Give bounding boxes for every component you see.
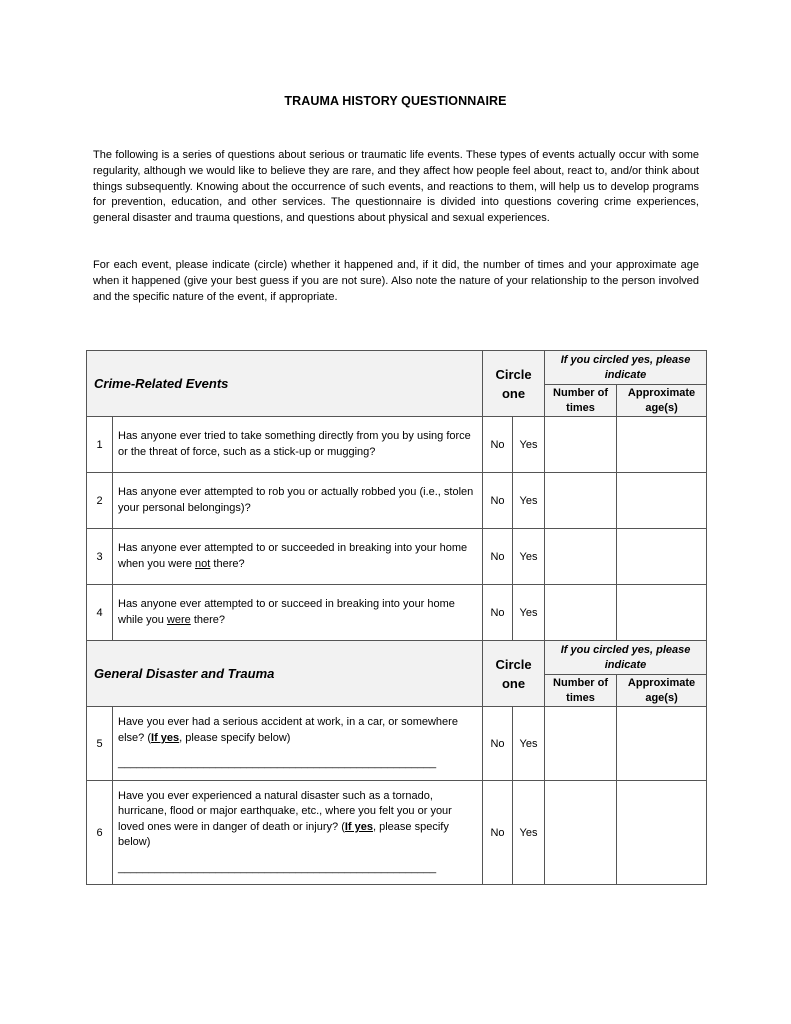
number-of-times-cell[interactable]: [545, 585, 617, 641]
section-header-row: [87, 351, 707, 385]
number-of-times-cell[interactable]: [545, 473, 617, 529]
question-text-part: Have you ever experienced a natural disaster such as a tornado, hurricane, flood or major earthquake, etc., where you felt you or your loved ones were in danger of death or injury? (: [118, 789, 452, 833]
number-of-times-header: Number of times: [545, 385, 617, 417]
section-title: General Disaster and Trauma: [87, 641, 483, 707]
if-yes-emphasis: If yes: [344, 820, 373, 833]
question-text: [113, 473, 483, 529]
approximate-age-cell[interactable]: [617, 529, 707, 585]
question-text-part: Has anyone ever attempted to or succeeded in breaking into your home when you were: [118, 542, 468, 570]
no-option[interactable]: No: [483, 529, 513, 585]
question-number: 2: [87, 473, 113, 529]
no-option[interactable]: No: [483, 585, 513, 641]
number-of-times-header: Number of times: [545, 675, 617, 707]
if-yes-header: If you circled yes, please indicate: [545, 641, 707, 675]
question-row: [87, 529, 707, 585]
yes-option[interactable]: Yes: [513, 529, 545, 585]
yes-option[interactable]: Yes: [513, 707, 545, 781]
question-text-part: Have you ever had a serious accident at work, in a car, or somewhere else? (: [118, 716, 458, 744]
yes-option[interactable]: Yes: [513, 417, 545, 473]
question-number: 3: [87, 529, 113, 585]
question-text: [113, 417, 483, 473]
number-of-times-cell[interactable]: [545, 529, 617, 585]
question-text-part: , please specify below): [179, 731, 291, 744]
question-row: [87, 417, 707, 473]
specify-answer-line[interactable]: ____________________________________________________: [118, 757, 437, 770]
intro-paragraph: The following is a series of questions about serious or traumatic life events. These types of events actually occur with some regularity, although we would like to believe they are rare, and they affect how people feel about, react to, and/or think about things subsequently. Knowing about the occurrence of such events, and reactions to them, will help us to develop programs for prevention, education, and other services. The questionnaire is divided into questions covering crime experiences, general disaster and trauma questions, and questions about physical and sexual experiences.: [93, 149, 699, 225]
if-yes-header: If you circled yes, please indicate: [545, 351, 707, 385]
circle-one-header: Circle one: [483, 641, 545, 707]
yes-option[interactable]: Yes: [513, 473, 545, 529]
question-text-part: , please specify below): [118, 820, 449, 849]
number-of-times-cell[interactable]: [545, 781, 617, 885]
number-of-times-cell[interactable]: [545, 417, 617, 473]
specify-answer-line[interactable]: ____________________________________________________: [118, 861, 437, 874]
no-option[interactable]: No: [483, 473, 513, 529]
underlined-emphasis: not: [195, 557, 211, 570]
underlined-emphasis: were: [166, 613, 191, 626]
question-text: [113, 529, 483, 585]
no-option[interactable]: No: [483, 781, 513, 885]
question-text: [113, 707, 483, 781]
question-text: [113, 585, 483, 641]
if-yes-emphasis: If yes: [151, 731, 180, 744]
question-number: 4: [87, 585, 113, 641]
approximate-age-cell[interactable]: [617, 707, 707, 781]
question-number: 1: [87, 417, 113, 473]
questionnaire-table: [86, 350, 707, 885]
yes-option[interactable]: Yes: [513, 781, 545, 885]
question-text-part: Has anyone ever attempted to rob you or actually robbed you (i.e., stolen your personal belongings)?: [118, 486, 474, 514]
question-row: [87, 707, 707, 781]
approximate-age-cell[interactable]: [617, 473, 707, 529]
document-title: TRAUMA HISTORY QUESTIONNAIRE: [284, 94, 507, 108]
no-option[interactable]: No: [483, 707, 513, 781]
circle-one-header: Circle one: [483, 351, 545, 417]
section-title: Crime-Related Events: [87, 351, 483, 417]
question-row: [87, 473, 707, 529]
approximate-age-cell[interactable]: [617, 417, 707, 473]
approximate-age-header: Approximate age(s): [617, 385, 707, 417]
question-text-part: Has anyone ever tried to take something directly from you by using force or the threat of force, such as a stick-up or mugging?: [118, 430, 471, 458]
question-text-part: there?: [210, 557, 245, 570]
question-row: [87, 781, 707, 885]
approximate-age-header: Approximate age(s): [617, 675, 707, 707]
section-header-row: [87, 641, 707, 675]
question-row: [87, 585, 707, 641]
yes-option[interactable]: Yes: [513, 585, 545, 641]
question-text: [113, 781, 483, 885]
approximate-age-cell[interactable]: [617, 781, 707, 885]
question-text-part: there?: [190, 613, 226, 626]
approximate-age-cell[interactable]: [617, 585, 707, 641]
instructions-paragraph: For each event, please indicate (circle) whether it happened and, if it did, the number of times and your approximate age when it happened (give your best guess if you are not sure). Also note the nature of your relationship to the person involved and the specific nature of the event, if appropriate.: [93, 259, 699, 303]
question-number: 6: [87, 781, 113, 885]
no-option[interactable]: No: [483, 417, 513, 473]
number-of-times-cell[interactable]: [545, 707, 617, 781]
question-text-part: Has anyone ever attempted to or succeed in breaking into your home while you: [118, 598, 455, 626]
question-number: 5: [87, 707, 113, 781]
